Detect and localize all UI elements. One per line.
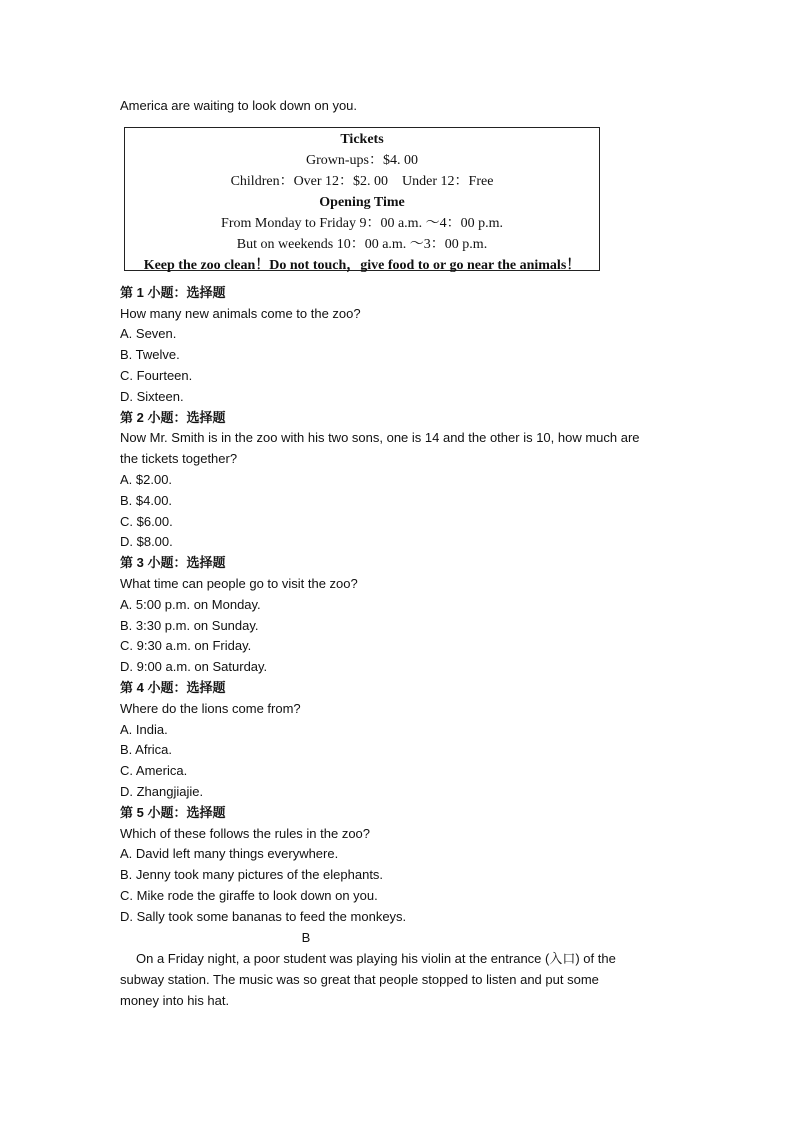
option-d: D. Zhangjiajie. (120, 783, 204, 799)
weekend-hours: But on weekends 10：00 a.m. ～3：00 p.m. (236, 236, 488, 252)
option-b: B. 3:30 p.m. on Sunday. (120, 617, 259, 633)
option-b: B. Jenny took many pictures of the elephants. (120, 867, 384, 883)
option-c: C. America. (120, 763, 188, 779)
opening-time-heading: Opening Time (319, 194, 405, 210)
passage-line-3: money into his hat. (120, 993, 230, 1009)
question-stem: Which of these follows the rules in the zoo? (120, 825, 371, 841)
question-stem: Where do the lions come from? (120, 700, 301, 716)
passage-line-1: On a Friday night, a poor student was playing his violin at the entrance (入口) of the (136, 951, 616, 967)
option-d: D. 9:00 a.m. on Saturday. (120, 659, 268, 675)
question-5 (120, 803, 680, 928)
option-c: C. Mike rode the giraffe to look down on you. (120, 887, 378, 903)
tickets-heading: Tickets (340, 131, 384, 147)
intro-line: America are waiting to look down on you. (120, 98, 358, 113)
option-a: A. 5:00 p.m. on Monday. (120, 596, 261, 612)
question-heading: 第 3 小题：选择题 (120, 555, 226, 571)
weekday-hours: From Monday to Friday 9：00 a.m. ～4：00 p.m. (221, 215, 503, 231)
option-a: A. India. (120, 721, 168, 737)
option-c: C. $6.00. (120, 513, 173, 529)
question-4 (120, 678, 680, 803)
document-page (120, 96, 680, 1011)
children-price: Children：Over 12：$2. 00 Under 12：Free (230, 173, 494, 189)
question-stem: How many new animals come to the zoo? (120, 305, 361, 321)
question-heading: 第 2 小题：选择题 (120, 409, 226, 425)
option-d: D. Sixteen. (120, 388, 184, 404)
question-heading: 第 5 小题：选择题 (120, 804, 226, 820)
option-c: C. 9:30 a.m. on Friday. (120, 638, 252, 654)
option-d: D. Sally took some bananas to feed the monkeys. (120, 908, 407, 924)
option-d: D. $8.00. (120, 534, 173, 550)
section-label: B (301, 929, 311, 945)
zoo-rules: Keep the zoo clean！Do not touch，give food to or go near the animals！ (143, 257, 581, 273)
question-2 (120, 408, 680, 554)
question-stem-continued: the tickets together? (120, 451, 238, 467)
option-b: B. $4.00. (120, 492, 173, 508)
option-b: B. Twelve. (120, 347, 180, 363)
passage-paragraph (120, 948, 660, 1011)
question-heading: 第 4 小题：选择题 (120, 679, 226, 695)
passage-line-2: subway station. The music was so great that people stopped to listen and put some (120, 972, 599, 988)
question-stem: What time can people go to visit the zoo? (120, 575, 358, 591)
option-a: A. David left many things everywhere. (120, 846, 339, 862)
option-a: A. $2.00. (120, 471, 173, 487)
question-3 (120, 553, 680, 678)
question-1 (120, 283, 680, 408)
grown-ups-price: Grown-ups：$4. 00 (306, 152, 418, 168)
option-a: A. Seven. (120, 326, 177, 342)
option-b: B. Africa. (120, 742, 173, 758)
question-stem: Now Mr. Smith is in the zoo with his two sons, one is 14 and the other is 10, how much are (120, 430, 640, 446)
zoo-notice-box (124, 127, 600, 271)
question-heading: 第 1 小题：选择题 (120, 284, 226, 300)
questions-section (120, 283, 680, 928)
option-c: C. Fourteen. (120, 367, 193, 383)
